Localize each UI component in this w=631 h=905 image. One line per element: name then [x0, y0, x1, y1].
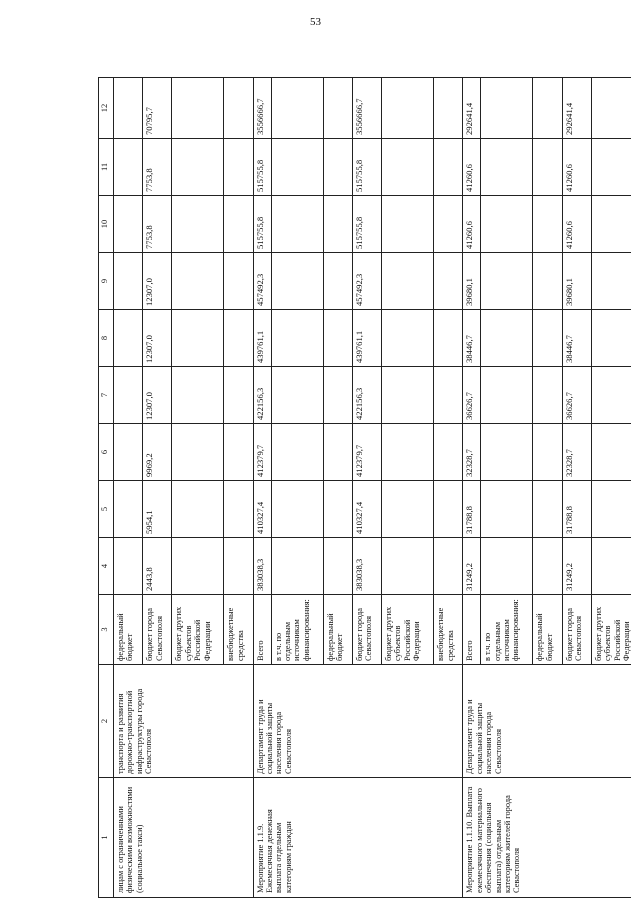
header-cell: 5	[99, 481, 114, 538]
value-cell	[533, 310, 562, 367]
value-cell: 3556666,7	[352, 78, 381, 139]
header-cell: 2	[99, 665, 114, 778]
table-row	[114, 78, 143, 898]
funding-source-cell: Всего	[253, 595, 271, 665]
funding-source-cell: федеральный бюджет	[114, 595, 143, 665]
value-cell: 2443,8	[143, 538, 172, 595]
value-cell: 39680,1	[463, 253, 481, 310]
funding-source-cell: бюджет других субъектов Российской Федерации	[591, 595, 631, 665]
value-cell	[323, 538, 352, 595]
value-cell	[172, 538, 224, 595]
value-cell	[271, 78, 323, 139]
value-cell	[591, 367, 631, 424]
value-cell: 439761,1	[253, 310, 271, 367]
value-cell	[481, 481, 533, 538]
value-cell	[114, 310, 143, 367]
value-cell: 31249,2	[463, 538, 481, 595]
budget-table	[98, 77, 631, 898]
value-cell	[434, 481, 463, 538]
value-cell	[271, 481, 323, 538]
value-cell	[172, 196, 224, 253]
header-cell: 7	[99, 367, 114, 424]
table-row	[463, 78, 481, 898]
value-cell: 292641,4	[463, 78, 481, 139]
funding-source-cell: в т.ч. по отдельным источникам финансирования:	[481, 595, 533, 665]
value-cell: 31788,8	[562, 481, 591, 538]
value-cell	[533, 196, 562, 253]
value-cell	[224, 139, 253, 196]
value-cell: 515755,8	[253, 139, 271, 196]
value-cell	[224, 538, 253, 595]
value-cell	[114, 367, 143, 424]
value-cell	[434, 424, 463, 481]
value-cell	[114, 139, 143, 196]
value-cell	[224, 424, 253, 481]
value-cell	[323, 310, 352, 367]
value-cell: 41260,6	[463, 196, 481, 253]
value-cell	[481, 139, 533, 196]
value-cell	[381, 253, 433, 310]
value-cell: 32328,7	[463, 424, 481, 481]
value-cell	[481, 78, 533, 139]
table-header	[99, 78, 114, 898]
funding-source-cell: в т.ч. по отдельным источникам финансирования:	[271, 595, 323, 665]
value-cell	[381, 481, 433, 538]
value-cell	[434, 367, 463, 424]
funding-source-cell: внебюджетные средства	[434, 595, 463, 665]
value-cell	[481, 196, 533, 253]
value-cell: 515755,8	[253, 196, 271, 253]
value-cell	[434, 139, 463, 196]
funding-source-cell: Всего	[463, 595, 481, 665]
value-cell: 457492,3	[352, 253, 381, 310]
value-cell	[533, 424, 562, 481]
header-cell: 10	[99, 196, 114, 253]
value-cell	[172, 253, 224, 310]
value-cell	[591, 196, 631, 253]
value-cell	[271, 196, 323, 253]
value-cell: 38446,7	[463, 310, 481, 367]
header-cell: 4	[99, 538, 114, 595]
value-cell	[271, 253, 323, 310]
header-cell: 6	[99, 424, 114, 481]
value-cell	[323, 424, 352, 481]
value-cell	[114, 78, 143, 139]
header-cell: 11	[99, 139, 114, 196]
value-cell	[381, 78, 433, 139]
page-number: 53	[310, 16, 321, 28]
value-cell	[271, 367, 323, 424]
value-cell: 7753,8	[143, 196, 172, 253]
value-cell	[271, 139, 323, 196]
value-cell	[381, 196, 433, 253]
header-cell: 8	[99, 310, 114, 367]
value-cell	[591, 310, 631, 367]
value-cell: 439761,1	[352, 310, 381, 367]
value-cell	[381, 538, 433, 595]
value-cell	[224, 481, 253, 538]
value-cell	[533, 253, 562, 310]
funding-source-cell: бюджет других субъектов Российской Федерации	[172, 595, 224, 665]
value-cell	[434, 78, 463, 139]
value-cell: 36626,7	[562, 367, 591, 424]
value-cell: 292641,4	[562, 78, 591, 139]
value-cell	[323, 196, 352, 253]
funding-source-cell: бюджет города Севастополя	[562, 595, 591, 665]
value-cell: 422156,3	[253, 367, 271, 424]
measure-name-cell: лицам с ограниченными физическими возможностями (социальное такси)	[114, 778, 254, 898]
header-cell: 1	[99, 778, 114, 898]
value-cell: 38446,7	[562, 310, 591, 367]
value-cell	[172, 367, 224, 424]
value-cell	[224, 310, 253, 367]
value-cell	[591, 78, 631, 139]
value-cell	[381, 310, 433, 367]
value-cell: 41260,6	[463, 139, 481, 196]
value-cell	[271, 424, 323, 481]
value-cell	[114, 538, 143, 595]
value-cell: 412379,7	[253, 424, 271, 481]
value-cell: 31788,8	[463, 481, 481, 538]
value-cell: 39680,1	[562, 253, 591, 310]
value-cell: 41260,6	[562, 196, 591, 253]
value-cell	[533, 78, 562, 139]
value-cell	[114, 481, 143, 538]
measure-name-cell: Мероприятие 1.1.10. Выплата ежемесячного материального обеспечения (социальная выплата) отдельным категориям жителей города Севастополя	[463, 778, 631, 898]
funding-source-cell: внебюджетные средства	[224, 595, 253, 665]
header-row	[99, 78, 114, 898]
value-cell	[434, 196, 463, 253]
value-cell	[271, 538, 323, 595]
value-cell	[434, 310, 463, 367]
value-cell: 515755,8	[352, 139, 381, 196]
value-cell	[591, 538, 631, 595]
value-cell: 383038,3	[253, 538, 271, 595]
executor-cell: транспорта и развития дорожно-транспортной инфраструктуры города Севастополя	[114, 665, 254, 778]
value-cell: 383038,3	[352, 538, 381, 595]
value-cell	[323, 253, 352, 310]
value-cell	[114, 253, 143, 310]
funding-source-cell: бюджет города Севастополя	[143, 595, 172, 665]
value-cell	[172, 481, 224, 538]
value-cell	[591, 481, 631, 538]
value-cell	[381, 367, 433, 424]
table-row	[253, 78, 271, 898]
rotated-table-container	[98, 78, 631, 898]
value-cell	[323, 481, 352, 538]
value-cell	[481, 424, 533, 481]
value-cell	[591, 139, 631, 196]
value-cell	[224, 78, 253, 139]
value-cell	[172, 78, 224, 139]
value-cell	[224, 253, 253, 310]
executor-cell: Департамент труда и социальной защиты населения города Севастополя	[463, 665, 631, 778]
measure-name-cell: Мероприятие 1.1.9. Ежемесячная денежная выплата отдельным категориям граждан	[253, 778, 463, 898]
value-cell: 12307,0	[143, 253, 172, 310]
executor-cell: Департамент труда и социальной защиты населения города Севастополя	[253, 665, 463, 778]
value-cell: 410327,4	[352, 481, 381, 538]
funding-source-cell: федеральный бюджет	[533, 595, 562, 665]
value-cell	[172, 139, 224, 196]
value-cell: 36626,7	[463, 367, 481, 424]
value-cell	[481, 253, 533, 310]
value-cell: 12307,0	[143, 310, 172, 367]
value-cell: 31249,2	[562, 538, 591, 595]
value-cell	[114, 196, 143, 253]
value-cell	[434, 253, 463, 310]
table-body	[114, 78, 631, 898]
value-cell	[381, 139, 433, 196]
value-cell	[271, 310, 323, 367]
header-cell: 3	[99, 595, 114, 665]
value-cell	[381, 424, 433, 481]
value-cell: 12307,0	[143, 367, 172, 424]
header-cell: 12	[99, 78, 114, 139]
value-cell: 5954,1	[143, 481, 172, 538]
value-cell: 9969,2	[143, 424, 172, 481]
value-cell	[591, 253, 631, 310]
value-cell	[481, 538, 533, 595]
value-cell: 457492,3	[253, 253, 271, 310]
value-cell	[323, 367, 352, 424]
value-cell	[434, 538, 463, 595]
value-cell: 3556666,7	[253, 78, 271, 139]
value-cell	[533, 481, 562, 538]
value-cell	[323, 139, 352, 196]
funding-source-cell: бюджет города Севастополя	[352, 595, 381, 665]
funding-source-cell: федеральный бюджет	[323, 595, 352, 665]
value-cell	[481, 367, 533, 424]
value-cell	[172, 424, 224, 481]
value-cell	[172, 310, 224, 367]
value-cell	[323, 78, 352, 139]
value-cell	[533, 538, 562, 595]
value-cell: 32328,7	[562, 424, 591, 481]
header-cell: 9	[99, 253, 114, 310]
value-cell: 422156,3	[352, 367, 381, 424]
value-cell	[224, 196, 253, 253]
value-cell	[114, 424, 143, 481]
value-cell: 41260,6	[562, 139, 591, 196]
value-cell	[533, 367, 562, 424]
value-cell	[591, 424, 631, 481]
value-cell: 70795,7	[143, 78, 172, 139]
value-cell: 7753,8	[143, 139, 172, 196]
value-cell	[224, 367, 253, 424]
value-cell: 410327,4	[253, 481, 271, 538]
value-cell: 412379,7	[352, 424, 381, 481]
value-cell: 515755,8	[352, 196, 381, 253]
funding-source-cell: бюджет других субъектов Российской Федерации	[381, 595, 433, 665]
value-cell	[533, 139, 562, 196]
value-cell	[481, 310, 533, 367]
